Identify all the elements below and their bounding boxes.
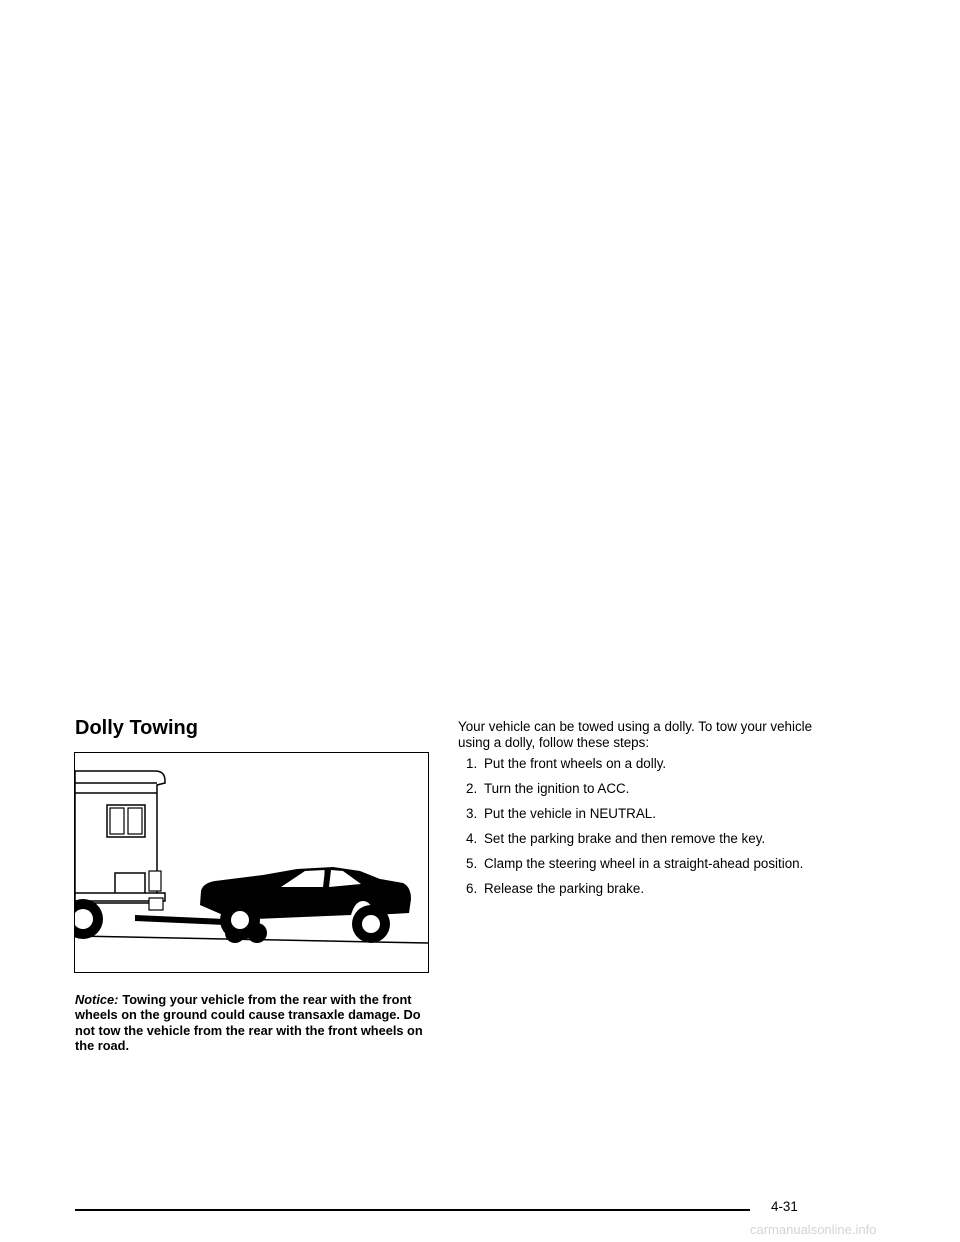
step-text: Put the vehicle in NEUTRAL. <box>484 806 656 821</box>
step-number: 4. <box>466 831 478 846</box>
intro-paragraph: Your vehicle can be towed using a dolly. To tow your vehicle using a dolly, follow these steps: <box>458 719 813 750</box>
notice-label: Notice: <box>75 992 119 1007</box>
list-item <box>466 831 846 847</box>
step-text: Put the front wheels on a dolly. <box>484 756 667 771</box>
step-number: 3. <box>466 806 478 821</box>
step-number: 2. <box>466 781 478 796</box>
tow-bar <box>135 915 225 925</box>
step-text: Turn the ignition to ACC. <box>484 781 630 796</box>
step-number: 6. <box>466 881 478 896</box>
step-text: Clamp the steering wheel in a straight-ahead position. <box>484 856 804 871</box>
step-text: Set the parking brake and then remove the key. <box>484 831 766 846</box>
watermark: carmanualsonline.info <box>750 1222 877 1237</box>
steps-list <box>466 756 846 906</box>
tow-vehicle <box>75 771 165 939</box>
list-item <box>466 781 846 797</box>
notice-paragraph <box>75 992 435 1053</box>
step-text: Release the parking brake. <box>484 881 645 896</box>
step-number: 1. <box>466 756 478 771</box>
page-number: 4-31 <box>771 1199 798 1214</box>
list-item <box>466 881 846 897</box>
step-number: 5. <box>466 856 478 871</box>
dolly-towing-illustration <box>74 752 429 973</box>
list-item <box>466 806 846 822</box>
footer-divider <box>75 1209 750 1211</box>
towed-car <box>200 867 411 943</box>
list-item <box>466 756 846 772</box>
notice-text: Towing your vehicle from the rear with the front wheels on the ground could cause transaxle damage. Do not tow the vehicle from the rear with the front wheels on the road. <box>75 992 423 1053</box>
list-item <box>466 856 846 872</box>
section-title: Dolly Towing <box>75 717 198 739</box>
